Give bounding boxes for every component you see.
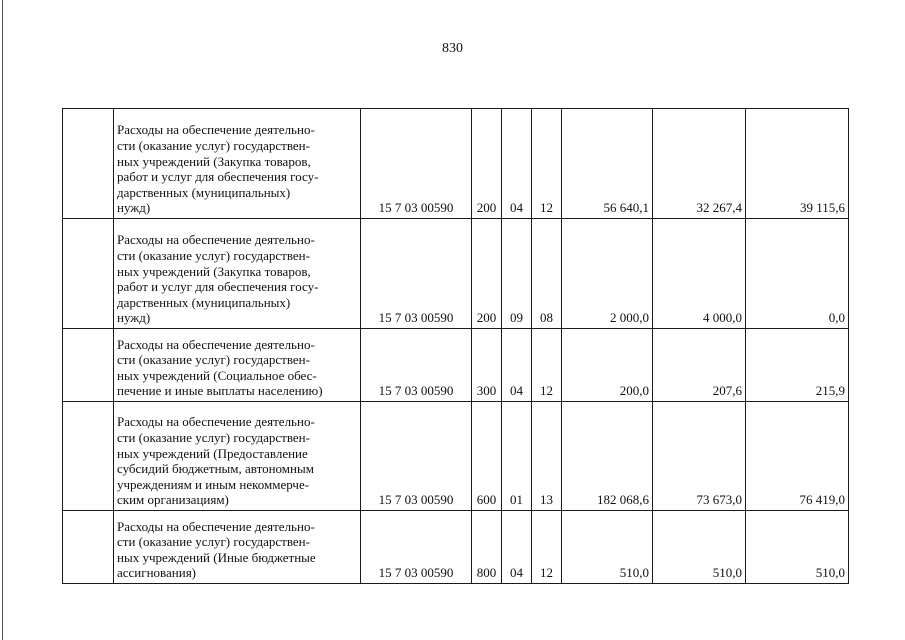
- section-cell: 09: [502, 219, 532, 329]
- page-edge-rule: [2, 0, 3, 640]
- description-cell: Расходы на обеспечение деятельно- сти (оказание услуг) государствен- ных учреждений (Закупка товаров, работ и услуг для обеспечения госу- дарственных (муниципальных) нужд): [114, 219, 361, 329]
- amount-3-cell: 39 115,6: [746, 109, 849, 219]
- subsection-cell: 12: [532, 511, 562, 584]
- target-article-cell: 15 7 03 00590: [361, 402, 472, 511]
- amount-3-cell: 76 419,0: [746, 402, 849, 511]
- amount-2-cell: 207,6: [653, 329, 746, 402]
- subsection-cell: 08: [532, 219, 562, 329]
- table-row: [63, 329, 849, 402]
- amount-1-cell: 182 068,6: [562, 402, 653, 511]
- amount-2-cell: 73 673,0: [653, 402, 746, 511]
- description-cell: Расходы на обеспечение деятельно- сти (оказание услуг) государствен- ных учреждений (Предоставление субсидий бюджетным, автономным учреждениям и иным некоммерче- ским организациям): [114, 402, 361, 511]
- table-row: [63, 219, 849, 329]
- expense-type-cell: 600: [472, 402, 502, 511]
- amount-3-cell: 0,0: [746, 219, 849, 329]
- amount-1-cell: 200,0: [562, 329, 653, 402]
- description-cell: Расходы на обеспечение деятельно- сти (оказание услуг) государствен- ных учреждений (Иные бюджетные ассигнования): [114, 511, 361, 584]
- target-article-cell: 15 7 03 00590: [361, 511, 472, 584]
- section-cell: 04: [502, 511, 532, 584]
- amount-3-cell: 510,0: [746, 511, 849, 584]
- expense-type-cell: 300: [472, 329, 502, 402]
- row-number-cell: [63, 511, 114, 584]
- section-cell: 01: [502, 402, 532, 511]
- expense-type-cell: 200: [472, 109, 502, 219]
- description-cell: Расходы на обеспечение деятельно- сти (оказание услуг) государствен- ных учреждений (Социальное обес- печение и иные выплаты населению): [114, 329, 361, 402]
- expense-type-cell: 200: [472, 219, 502, 329]
- description-cell: Расходы на обеспечение деятельно- сти (оказание услуг) государствен- ных учреждений (Закупка товаров, работ и услуг для обеспечения госу- дарственных (муниципальных) нужд): [114, 109, 361, 219]
- target-article-cell: 15 7 03 00590: [361, 329, 472, 402]
- target-article-cell: 15 7 03 00590: [361, 219, 472, 329]
- amount-2-cell: 32 267,4: [653, 109, 746, 219]
- expense-type-cell: 800: [472, 511, 502, 584]
- subsection-cell: 12: [532, 109, 562, 219]
- subsection-cell: 13: [532, 402, 562, 511]
- section-cell: 04: [502, 109, 532, 219]
- amount-1-cell: 510,0: [562, 511, 653, 584]
- table-row: [63, 511, 849, 584]
- section-cell: 04: [502, 329, 532, 402]
- row-number-cell: [63, 402, 114, 511]
- table-row: [63, 402, 849, 511]
- target-article-cell: 15 7 03 00590: [361, 109, 472, 219]
- amount-3-cell: 215,9: [746, 329, 849, 402]
- page-number: 830: [442, 41, 463, 56]
- budget-table: [62, 108, 849, 584]
- row-number-cell: [63, 109, 114, 219]
- table-row: [63, 109, 849, 219]
- amount-1-cell: 56 640,1: [562, 109, 653, 219]
- row-number-cell: [63, 329, 114, 402]
- amount-1-cell: 2 000,0: [562, 219, 653, 329]
- subsection-cell: 12: [532, 329, 562, 402]
- row-number-cell: [63, 219, 114, 329]
- amount-2-cell: 4 000,0: [653, 219, 746, 329]
- amount-2-cell: 510,0: [653, 511, 746, 584]
